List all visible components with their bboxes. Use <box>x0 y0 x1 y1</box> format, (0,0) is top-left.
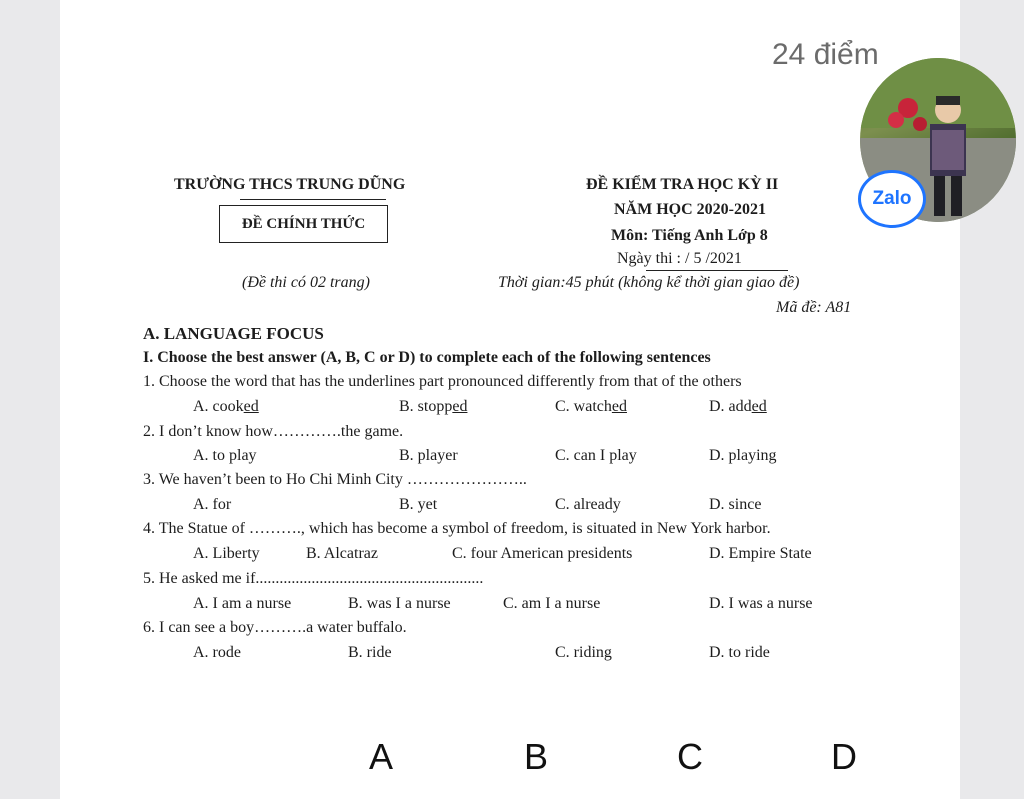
exam-date: Ngày thi : / 5 /2021 <box>617 250 742 267</box>
q1-option-c: C. watched <box>555 398 627 415</box>
q1-option-a: A. cooked <box>193 398 259 415</box>
q2-option-d: D. playing <box>709 447 777 464</box>
q6-option-c: C. riding <box>555 644 612 661</box>
question-3: 3. We haven’t been to Ho Chi Minh City ………………….. <box>143 471 527 488</box>
school-year: NĂM HỌC 2020-2021 <box>614 201 766 218</box>
section-title: A. LANGUAGE FOCUS <box>143 324 324 343</box>
q3-option-c: C. already <box>555 496 621 513</box>
q2-option-b: B. player <box>399 447 458 464</box>
q3-option-d: D. since <box>709 496 762 513</box>
q6-option-a: A. rode <box>193 644 241 661</box>
question-1: 1. Choose the word that has the underlines part pronounced differently from that of the others <box>143 373 742 390</box>
time-note: Thời gian:45 phút (không kể thời gian giao đề) <box>498 274 800 291</box>
exam-title: ĐỀ KIỂM TRA HỌC KỲ II <box>586 176 779 193</box>
answer-choice-b[interactable]: B <box>524 736 549 777</box>
q4-option-c: C. four American presidents <box>452 545 633 562</box>
q2-option-a: A. to play <box>193 447 257 464</box>
answer-choice-d[interactable]: D <box>831 736 857 777</box>
exam-code: Mã đề: A81 <box>776 299 852 316</box>
q5-option-d: D. I was a nurse <box>709 595 813 612</box>
official-exam-box: ĐỀ CHÍNH THỨC <box>219 205 388 243</box>
q3-option-a: A. for <box>193 496 232 513</box>
question-6: 6. I can see a boy……….a water buffalo. <box>143 619 407 636</box>
school-name: TRƯỜNG THCS TRUNG DŨNG <box>174 176 406 193</box>
q1-option-b: B. stopped <box>399 398 468 415</box>
score-label: 24 điểm <box>772 38 879 71</box>
q5-option-a: A. I am a nurse <box>193 595 292 612</box>
q3-option-b: B. yet <box>399 496 438 513</box>
q2-option-c: C. can I play <box>555 447 637 464</box>
question-4: 4. The Statue of ………., which has become a symbol of freedom, is situated in New York harbor. <box>143 520 771 537</box>
q5-option-c: C. am I a nurse <box>503 595 601 612</box>
q4-option-b: B. Alcatraz <box>306 545 378 562</box>
q5-option-b: B. was I a nurse <box>348 595 451 612</box>
answer-choice-c[interactable]: C <box>677 736 703 777</box>
pages-note: (Đề thi có 02 trang) <box>242 274 370 291</box>
section-instruction: I. Choose the best answer (A, B, C or D) to complete each of the following sentences <box>143 349 711 366</box>
date-underline <box>646 270 788 271</box>
question-2: 2. I don’t know how………….the game. <box>143 423 404 440</box>
q6-option-b: B. ride <box>348 644 392 661</box>
question-5: 5. He asked me if......................................................... <box>143 570 484 587</box>
school-underline <box>240 199 386 200</box>
zalo-badge[interactable]: Zalo <box>858 170 926 228</box>
subject: Môn: Tiếng Anh Lớp 8 <box>611 227 768 244</box>
answer-choice-a[interactable]: A <box>369 736 394 777</box>
q6-option-d: D. to ride <box>709 644 770 661</box>
q1-option-d: D. added <box>709 398 767 415</box>
q4-option-a: A. Liberty <box>193 545 260 562</box>
q4-option-d: D. Empire State <box>709 545 812 562</box>
